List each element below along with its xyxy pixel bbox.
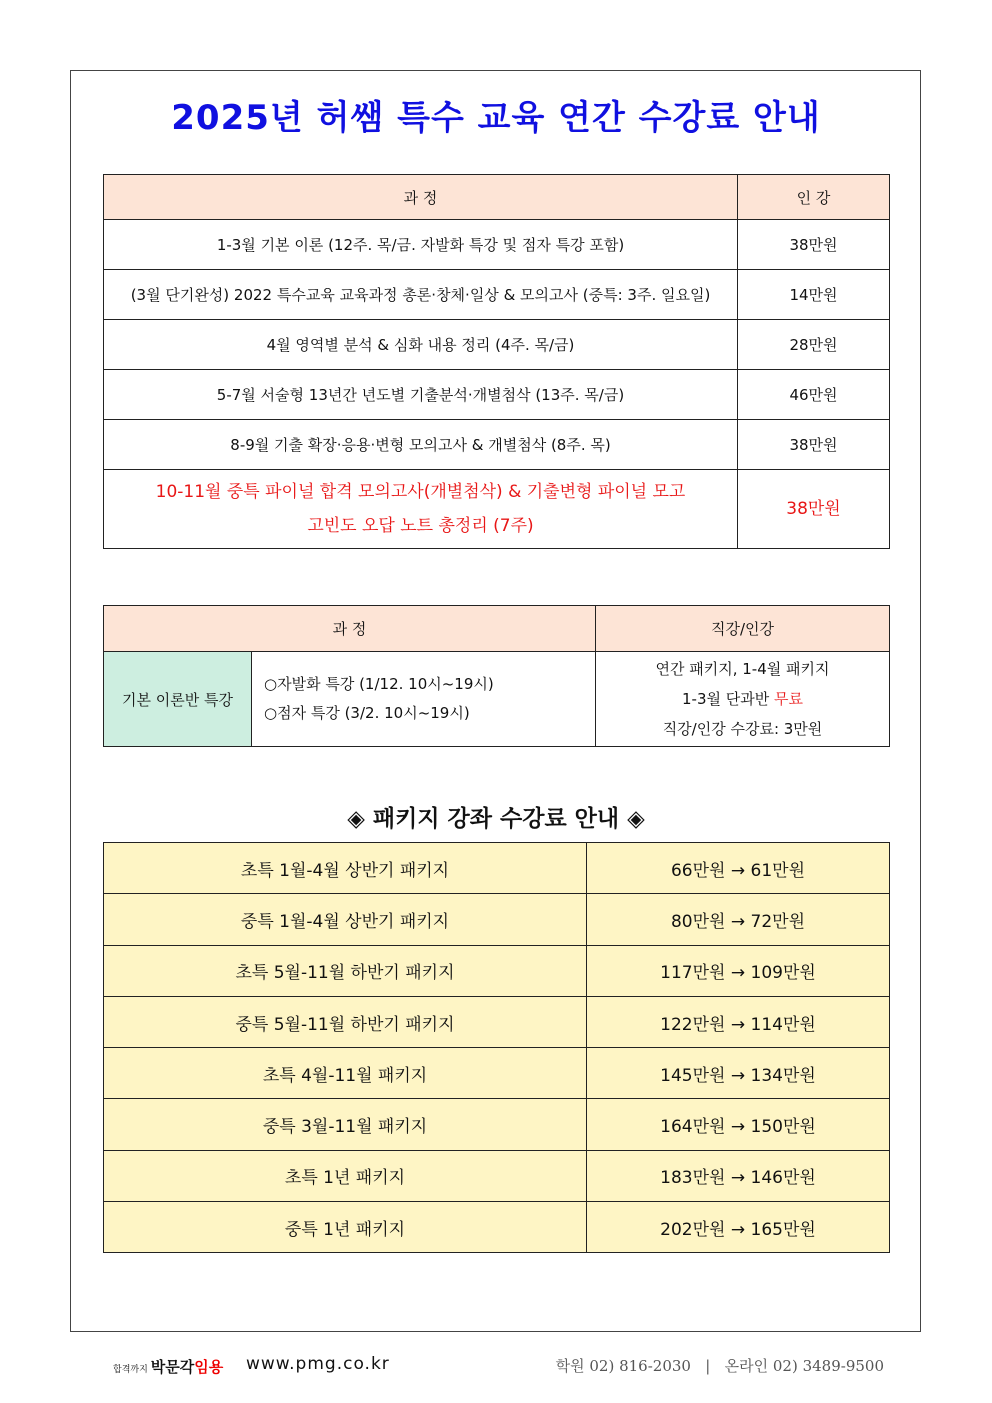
contact-info: 학원 02) 816-2030 | 온라인 02) 3489-9500	[555, 1357, 884, 1375]
special-lecture-table	[103, 605, 890, 747]
package-price: 80만원 → 72만원	[587, 894, 890, 945]
final-course-line2: 고빈도 오답 노트 총정리 (7주)	[307, 516, 534, 536]
list-item: ○점자 특강 (3/2. 10시~19시)	[264, 704, 470, 722]
special-items-cell	[252, 652, 596, 747]
price-cell: 38만원	[738, 420, 890, 470]
table-row	[104, 370, 890, 420]
package-name: 초특 4월-11월 패키지	[104, 1048, 587, 1099]
info-line: 직강/인강 수강료: 3만원	[662, 720, 823, 738]
footer	[0, 1352, 992, 1382]
free-badge: 무료	[774, 690, 803, 708]
brand-logo	[113, 1356, 223, 1377]
header-course: 과 정	[104, 606, 596, 652]
package-price: 145만원 → 134만원	[587, 1048, 890, 1099]
header-course: 과 정	[104, 175, 738, 220]
course-cell: (3월 단기완성) 2022 특수교육 교육과정 총론·창체·일상 & 모의고사 (중특: 3주. 일요일)	[104, 270, 738, 320]
package-price: 164만원 → 150만원	[587, 1099, 890, 1150]
header-type: 직강/인강	[596, 606, 890, 652]
website-link[interactable]: www.pmg.co.kr	[246, 1354, 390, 1374]
info-text: 1-3월 단과반	[682, 690, 774, 708]
price-cell: 38만원	[738, 220, 890, 270]
package-price: 202만원 → 165만원	[587, 1202, 890, 1253]
package-name: 중특 1년 패키지	[104, 1202, 587, 1253]
package-price: 66만원 → 61만원	[587, 843, 890, 894]
logo-sub: 임용	[194, 1358, 224, 1376]
package-name: 초특 5월-11월 하반기 패키지	[104, 945, 587, 996]
page-title: 2025년 허쌤 특수 교육 연간 수강료 안내	[171, 98, 821, 138]
table-row	[104, 1099, 890, 1150]
package-price: 122만원 → 114만원	[587, 996, 890, 1047]
price-cell: 46만원	[738, 370, 890, 420]
package-name: 중특 3월-11월 패키지	[104, 1099, 587, 1150]
course-cell: 1-3월 기본 이론 (12주. 목/금. 자발화 특강 및 점자 특강 포함)	[104, 220, 738, 270]
final-price-cell: 38만원	[738, 470, 890, 549]
course-cell: 4월 영역별 분석 & 심화 내용 정리 (4주. 목/금)	[104, 320, 738, 370]
logo-main: 박문각	[150, 1358, 195, 1376]
course-fee-table	[103, 174, 890, 549]
package-price: 117만원 → 109만원	[587, 945, 890, 996]
table-row	[104, 894, 890, 945]
table-row	[104, 1150, 890, 1201]
package-heading: ◈ 패키지 강좌 수강료 안내 ◈	[347, 806, 645, 832]
package-name: 중특 5월-11월 하반기 패키지	[104, 996, 587, 1047]
info-line: 연간 패키지, 1-4월 패키지	[655, 660, 830, 678]
table-row	[104, 945, 890, 996]
info-cell	[596, 652, 890, 747]
table-row	[104, 320, 890, 370]
list-item: ○자발화 특강 (1/12. 10시~19시)	[264, 675, 494, 693]
price-cell: 14만원	[738, 270, 890, 320]
header-online: 인 강	[738, 175, 890, 220]
info-line	[602, 684, 883, 714]
final-course-cell	[104, 470, 738, 549]
table-row	[104, 996, 890, 1047]
final-course-line1: 10-11월 중특 파이널 합격 모의고사(개별첨삭) & 기출변형 파이널 모고	[155, 482, 686, 502]
table-row	[104, 220, 890, 270]
highlight-row	[104, 470, 890, 549]
package-name: 중특 1월-4월 상반기 패키지	[104, 894, 587, 945]
table-row	[104, 843, 890, 894]
package-table	[103, 842, 890, 1253]
category-cell: 기본 이론반 특강	[104, 652, 252, 747]
table-row	[104, 1048, 890, 1099]
logo-tagline: 합격까지	[113, 1365, 148, 1375]
package-name: 초특 1년 패키지	[104, 1150, 587, 1201]
package-price: 183만원 → 146만원	[587, 1150, 890, 1201]
course-cell: 8-9월 기출 확장·응용·변형 모의고사 & 개별첨삭 (8주. 목)	[104, 420, 738, 470]
table-row	[104, 270, 890, 320]
table-row	[104, 420, 890, 470]
package-name: 초특 1월-4월 상반기 패키지	[104, 843, 587, 894]
price-cell: 28만원	[738, 320, 890, 370]
course-cell: 5-7월 서술형 13년간 년도별 기출분석·개별첨삭 (13주. 목/금)	[104, 370, 738, 420]
table-row	[104, 1202, 890, 1253]
